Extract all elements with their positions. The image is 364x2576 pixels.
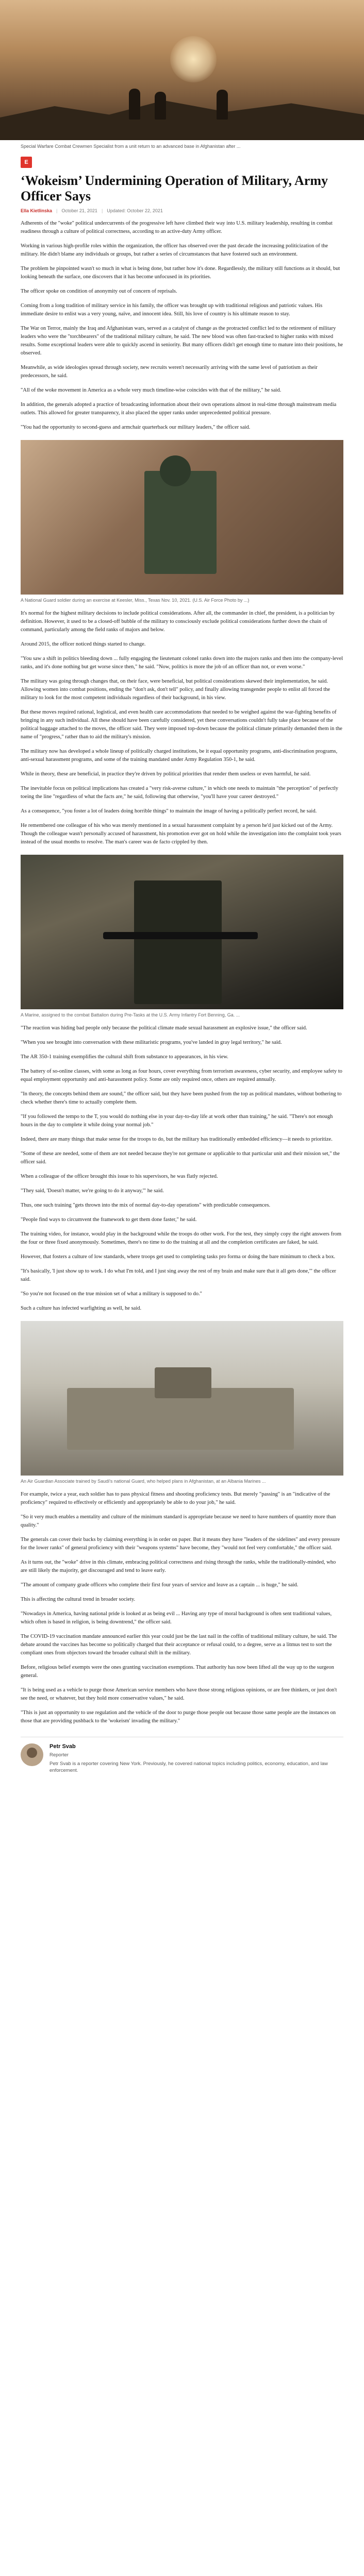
article-paragraph: "If you followed the tempo to the T, you would do nothing else in your day-to-day life at work other than training," he said. "There's not enough hours in the day to complete it while doing your normal job."	[21, 1114, 333, 1128]
article-paragraph: Meanwhile, as wide ideologies spread through society, new recruits weren't necessarily arriving with the same level of patriotism as their predecessors, he said.	[21, 365, 318, 379]
article-paragraph: "In theory, the concepts behind them are sound," the officer said, but they have been pushed from the top as political mandates, without bothering to check whether there's time to actually complete them.	[21, 1091, 342, 1105]
article-paragraph: Before, religious belief exempts were the ones granting vaccination exemptions. That authority has now been lifted all the way up to the surgeon general.	[21, 1665, 334, 1679]
article-paragraph: While in theory, these are beneficial, in practice they're driven by political priorities that render them useless or even harmful, he said.	[21, 771, 311, 777]
hero-caption: Special Warfare Combat Crewmen Specialist from a unit return to an advanced base in Afghanistan after ...	[21, 144, 241, 149]
article-body-section	[21, 609, 343, 846]
article-paragraph: The generals can cover their backs by claiming everything is in order on paper. But it means they have "leaders of the sidelines" and every pressure for the lower ranks" of general proficiency with their "weapons systems" have become, they "would not feel very comfortable," the officer said.	[21, 1537, 340, 1551]
mountain-ridge	[0, 83, 364, 140]
article-body-section	[21, 1024, 343, 1313]
soldier-silhouette	[129, 89, 140, 120]
figure-caption: A National Guard soldier during an exercise at Keesler, Miss., Texas Nov. 10, 2021. (U.S. Air Force Photo by ...)	[21, 598, 250, 603]
author-avatar[interactable]	[21, 1743, 43, 1766]
article-image	[21, 1321, 343, 1476]
article-paragraph: The military now has developed a whole lineup of politically charged institutions, be it equal opportunity programs, anti-discrimination programs, anti-sexual harassment programs, and some of the training mandated under Army Regulation 350-1, he said.	[21, 749, 338, 762]
article-paragraph: The military was going through changes that, on their face, were beneficial, but political considerations skewed their implementation, he said. Allowing women into combat positions, ending the "don't ask, don't tell" policy, and finally allowing transgender people to enlist all forced the military to look for the most competent individuals regardless of their background, in his view.	[21, 679, 330, 701]
article-body-section	[21, 219, 343, 432]
author-link[interactable]: Ella Kietlinska	[21, 208, 53, 213]
soldier-silhouette	[217, 90, 228, 120]
article-paragraph: Thus, one such training "gets thrown into the mix of normal day-to-day operations" with predictable consequences.	[21, 1202, 271, 1208]
article-image	[21, 855, 343, 1009]
byline	[21, 208, 343, 213]
soldier-figure	[144, 471, 217, 574]
article-paragraph: But these moves required rational, logistical, and even health care accommodations that needed to be weighed against the war-fighting benefits of bringing in any such individual. All these should have been carefully considered, yet these conversations couldn't fully take place because of the political baggage attached to the moves, the officer said. They were imposed top-down because the political climate primarily demanded them in the name of "progress," rather than to aid the military's mission.	[21, 709, 342, 740]
article-paragraph: Coming from a long tradition of military service in his family, the officer was brought up with traditional religious and patriotic values. His immediate desire to enlist was a very young, naïve, and innocent idea. Still, his love of country is his ultimate reason to stay.	[21, 303, 323, 317]
soldier-silhouette	[155, 92, 166, 120]
hero-image	[0, 0, 364, 140]
article-paragraph: "The amount of company grade officers who complete their first four years of service and leave as a captain ... is huge," he said.	[21, 1582, 299, 1588]
article-paragraph: The training video, for instance, would play in the background while the troops do other work. For the test, they simply copy the right answers from the four or three fixed anonymously. Sometimes, there's no time to do the training at all and the completion certificates are faked, he said.	[21, 1231, 341, 1245]
author-bio: Petr Svab is a reporter covering New York. Previously, he covered national topics including politics, economy, education, and law enforcement.	[49, 1761, 328, 1773]
article-paragraph: "So you're not focused on the true mission set of what a military is supposed to do."	[21, 1291, 202, 1297]
article-paragraph: The War on Terror, mainly the Iraq and Afghanistan wars, served as a catalyst of change as the protracted conflict led to the retirement of military leaders who were the "torchbearers" of the traditional military culture, he said. The new blood was often fast-tracked to higher ranks with mixed results. Some exceptional leaders were able to quickly ascend in seniority. But many officers didn't get enough time to mature into their positions, he observed.	[21, 326, 343, 356]
author-name[interactable]: Petr Svab	[49, 1743, 76, 1750]
soldier-figure	[155, 1367, 211, 1398]
article-paragraph: The AR 350-1 training exemplifies the cultural shift from substance to appearances, in his view.	[21, 1054, 228, 1060]
figure-caption: An Air Guardian Associate trained by Saudi's national Guard, who helped plans in Afghanistan, at an Albania Marines ...	[21, 1479, 266, 1484]
article-paragraph: This is affecting the cultural trend in broader society.	[21, 1597, 136, 1602]
article-title: ‘Wokeism’ Undermining Operation of Military, Army Officer Says	[21, 173, 328, 204]
article-image	[21, 440, 343, 595]
publish-date: October 21, 2021	[61, 208, 97, 213]
article-paragraph: "All of the woke movement in America as a whole very much timeline-wise coincides with that of the military," he said.	[21, 387, 282, 393]
article-paragraph: He remembered one colleague of his who was merely mentioned in a sexual harassment complaint by a person he'd just kicked out of the Army. Though the colleague wasn't personally accused of harassment, his promotion ever got on hold while the investigation into the complaint took years instead of the usual months to resolve. The man's career was de facto crippled by then.	[21, 823, 341, 845]
article-paragraph: "The reaction was hiding bad people only because the political climate made sexual harassment an explosive issue," the officer said.	[21, 1025, 307, 1031]
figure-caption: A Marine, assigned to the combat Battalion during Pre-Tasks at the U.S. Army Infantry Fort Benning, Ga. ...	[21, 1012, 240, 1018]
article-paragraph: As a consequence, "you foster a lot of leaders doing horrible things" to maintain the image of having a politically perfect record, he said.	[21, 808, 317, 814]
article-figure	[21, 1321, 343, 1484]
rifle-shape	[103, 932, 258, 939]
updated-date: Updated: October 22, 2021	[107, 208, 163, 213]
article-paragraph: The inevitable focus on political implications has created a "very risk-averse culture," in which one needs to maintain "the perception" of perfectly toeing the line "regardless of what the facts are," he said, following that otherwise, "you'll have your career destroyed."	[21, 786, 339, 800]
article-paragraph: "They said, 'Doesn't matter, we're going to do it anyway,'" he said.	[21, 1188, 164, 1194]
article-paragraph: The problem he pinpointed wasn't so much in what is being done, but rather how it's done. Regardlessly, the military still functions as it should, but looking beneath the surface, one discovers that it has become unfocused in its priorities.	[21, 266, 340, 280]
article-paragraph: The COVID-19 vaccination mandate announced earlier this year could just be the last nail in the coffin of traditional military culture, he said. The debate around the vaccines has become so politically charged that their acceptance or refusal could, to a degree, serve as a litmus test to sort the compliant ones from objectors toward the broader cultural shift in the military.	[21, 1634, 337, 1656]
brand-row	[21, 157, 343, 168]
article-paragraph: When a colleague of the officer brought this issue to his supervisors, he was flatly rejected.	[21, 1174, 218, 1179]
article-paragraph: "You saw a shift in politics bleeding down ... fully engaging the lieutenant colonel ranks down into the majors ranks and then into the company-level ranks, and it's done nothing but get worse since then," he said. "Now, politics is more the job of an officer than not, or even worse."	[21, 656, 343, 670]
article-paragraph: Working in various high-profile roles within the organization, the officer has observed over the past decade the increasing politicization of the military. He didn't blame any individuals or groups, but rather a series of circumstances that have fostered such an environment.	[21, 243, 328, 257]
author-role: Reporter	[49, 1752, 69, 1758]
article-paragraph: In addition, the generals adopted a practice of broadcasting information about their own operations almost in real-time through mainstream media outlets. This allowed for greater transparency, it also placed the upper ranks under unprecedented political pressure.	[21, 402, 337, 416]
article-paragraph: "It's basically, 'I just show up to work. I do what I'm told, and I just sing away the rest of my brain and make sure that it all gets done,'" the officer said.	[21, 1268, 336, 1282]
article-paragraph: "People find ways to circumvent the framework to get them done faster," he said.	[21, 1217, 197, 1223]
article-paragraph: It's normal for the highest military decisions to include political considerations. After all, the commander in chief, the president, is a politician by definition. However, it used to be a closed-off bubble of the military to consciously exclude political considerations further down the chain of command, particularly among the field ranks of majors and below.	[21, 611, 335, 633]
article-paragraph: Such a culture has infected warfighting as well, he said.	[21, 1306, 142, 1311]
article-paragraph: "This is just an opportunity to use regulation and the vehicle of the door to purge those people out because those same people are the instances on those that are providing pushback to the 'wokeism' invading the military."	[21, 1710, 336, 1724]
article-paragraph: However, that fosters a culture of low standards, where troops get used to completing tasks pro forma or doing the bare minimum to check a box.	[21, 1254, 336, 1260]
author-box	[21, 1737, 343, 1789]
article-paragraph: Around 2015, the officer noticed things started to change.	[21, 641, 146, 647]
article-paragraph: Indeed, there are many things that make sense for the troops to do, but the military has traditionally embedded efficiency—it needs to prioritize.	[21, 1137, 333, 1142]
article-paragraph: "Nowadays in America, having national pride is looked at as being evil ... Having any type of moral background is often sent traditional values, which often is based in religion, is being downtrend," the officer said.	[21, 1611, 332, 1625]
soldier-figure	[134, 880, 222, 1004]
article-paragraph: "Some of these are needed, some of them are not needed because they're not germane or applicable to that particular unit and their mission set," the officer said.	[21, 1151, 340, 1165]
byline-separator: |	[56, 208, 58, 213]
article-body-section	[21, 1490, 343, 1725]
article-figure	[21, 855, 343, 1018]
article-paragraph: "When you see brought into conversation with these militaristic programs, you've landed in gray legal territory," he said.	[21, 1040, 282, 1045]
helmet-shape	[160, 455, 191, 486]
article-paragraph: The officer spoke on condition of anonymity out of concern of reprisals.	[21, 289, 177, 294]
sun-glow	[170, 36, 217, 82]
article-paragraph: The battery of so-online classes, with some as long as four hours, cover everything from terrorism awareness, cyber security, and employee safety to equal employment opportunity and anti-harassment policy. Some are only required once, others are required annually.	[21, 1069, 342, 1082]
article-paragraph: Adherents of the "woke" political undercurrents of the progressive left have climbed their way into U.S. military leadership, resulting in combat readiness through a culture of political correctness, according to an active-duty Army officer.	[21, 221, 333, 234]
article-paragraph: As it turns out, the "woke" drive in this climate, embracing political correctness and rising through the ranks, while the traditionally-minded, who are still likely the majority, get discouraged and tend to leave early.	[21, 1560, 336, 1573]
article-figure	[21, 440, 343, 603]
article-paragraph: For example, twice a year, each soldier has to pass physical fitness and shooting proficiency tests. But merely "passing" is an "indicative of the proficiency" required to effectively or efficiently and appropriately be able to do your job," he said.	[21, 1492, 330, 1505]
byline-separator: |	[101, 208, 103, 213]
article-paragraph: "So it very much enables a mentality and culture of the minimum standard is appropriate because we need to have numbers of quantity more than quality."	[21, 1514, 336, 1528]
article-paragraph: "You had the opportunity to second-guess and armchair quarterback our military leaders," the officer said.	[21, 425, 251, 430]
brand-logo[interactable]: E	[21, 157, 32, 168]
article-paragraph: "It is being used as a vehicle to purge those American service members who have those strong religious opinions, or are free thinkers, or just don't see the need, or whatever, but they hold more conservative values," he said.	[21, 1687, 337, 1701]
